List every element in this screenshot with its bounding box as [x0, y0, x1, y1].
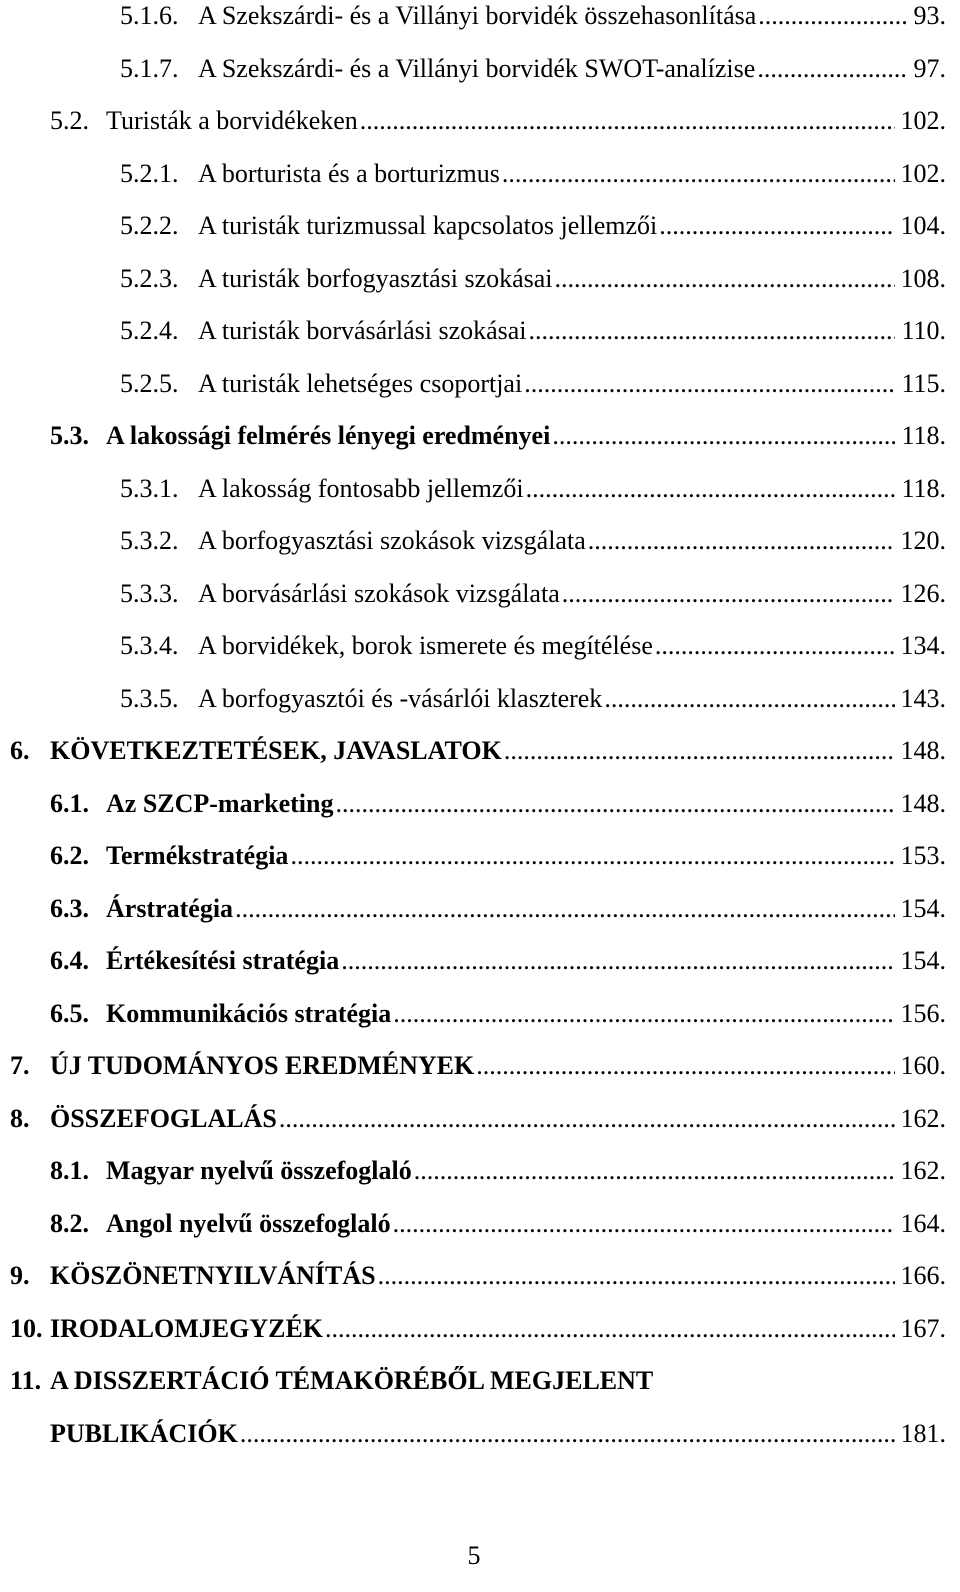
toc-entry-page: 120.: [900, 526, 946, 555]
toc-entry-page: 156.: [900, 998, 946, 1028]
toc-entry-title: Termékstratégia: [106, 841, 289, 870]
toc-entry[interactable]: [50, 416, 946, 456]
toc-entry-page: 118.: [901, 473, 946, 503]
toc-entry-title: A turisták borvásárlási szokásai: [198, 316, 527, 345]
toc-entry-page: 148.: [900, 788, 946, 818]
toc-entry-title: Árstratégia: [106, 893, 234, 923]
toc-entry[interactable]: [120, 521, 946, 561]
toc-dot-leader: [341, 941, 894, 981]
toc-dot-leader: [758, 0, 907, 36]
toc-dot-leader: [393, 1204, 895, 1244]
toc-entry[interactable]: [50, 1204, 946, 1244]
toc-entry-number: 9.: [10, 1261, 30, 1290]
toc-entry-number: 6.3.: [50, 893, 89, 923]
toc-entry[interactable]: [120, 574, 946, 614]
toc-entry[interactable]: [120, 0, 946, 36]
toc-dot-leader: [502, 154, 895, 194]
toc-entry[interactable]: [120, 259, 946, 299]
toc-entry-title: A borvidékek, borok ismerete és megítélése: [198, 631, 653, 660]
toc-entry[interactable]: [120, 469, 946, 509]
toc-entry[interactable]: [50, 889, 946, 929]
toc-entry-page: 148.: [900, 736, 946, 765]
toc-entry-title: ÚJ TUDOMÁNYOS EREDMÉNYEK: [50, 1051, 475, 1080]
toc-entry-number: 5.3.4.: [120, 631, 179, 660]
toc-entry-title: A borfogyasztási szokások vizsgálata: [198, 526, 586, 555]
toc-entry[interactable]: [50, 784, 946, 824]
toc-dot-leader: [604, 679, 894, 719]
toc-entry-title: A Szekszárdi- és a Villányi borvidék összehasonlítása: [198, 1, 757, 30]
toc-entry-title: A lakossági felmérés lényegi eredményei: [106, 421, 551, 450]
toc-entry-page: 118.: [901, 421, 946, 450]
toc-entry-page: 115.: [901, 368, 946, 398]
toc-entry-page: 167.: [900, 1313, 946, 1343]
toc-dot-leader: [414, 1151, 895, 1191]
toc-entry-number: 5.3.3.: [120, 578, 179, 608]
toc-entry-page: 154.: [900, 946, 946, 975]
toc-dot-leader: [325, 1309, 894, 1349]
toc-entry-page: 97.: [913, 53, 946, 83]
toc-entry-number: 5.1.7.: [120, 53, 179, 83]
toc-entry[interactable]: [120, 49, 946, 89]
toc-entry-number: 7.: [10, 1051, 30, 1080]
toc-entry[interactable]: [120, 154, 946, 194]
toc-entry-title: A lakosság fontosabb jellemzői: [198, 473, 524, 503]
toc-entry-number: 6.1.: [50, 788, 89, 818]
toc-entry-title: IRODALOMJEGYZÉK: [50, 1313, 324, 1343]
toc-entry-page: 162.: [900, 1103, 946, 1133]
toc-entry-number: 5.3.2.: [120, 526, 179, 555]
toc-entry-page: 181.: [900, 1418, 946, 1448]
toc-entry-title: Kommunikációs stratégia: [106, 998, 392, 1028]
toc-dot-leader: [655, 626, 895, 666]
toc-entry-page: 102.: [900, 106, 946, 135]
toc-entry-number: 6.4.: [50, 946, 89, 975]
toc-entry-title: A borvásárlási szokások vizsgálata: [198, 578, 560, 608]
toc-entry-title: A Szekszárdi- és a Villányi borvidék SWOT-analízise: [198, 53, 756, 83]
toc-entry-page: 162.: [900, 1156, 946, 1185]
toc-dot-leader: [552, 416, 895, 456]
toc-entry-number: 5.2.3.: [120, 263, 179, 293]
toc-entry-title: A turisták borfogyasztási szokásai: [198, 263, 553, 293]
toc-entry-page: 93.: [913, 1, 946, 30]
toc-dot-leader: [529, 311, 896, 351]
toc-entry-number: 5.2.: [50, 106, 89, 135]
toc-entry-page: 108.: [900, 263, 946, 293]
toc-entry-title: ÖSSZEFOGLALÁS: [50, 1103, 277, 1133]
toc-entry[interactable]: [50, 1414, 946, 1454]
toc-entry[interactable]: [10, 1309, 946, 1349]
toc-entry[interactable]: [50, 836, 946, 876]
toc-entry-title: Értékesítési stratégia: [106, 946, 340, 975]
toc-entry-page: 164.: [900, 1208, 946, 1238]
toc-dot-leader: [555, 259, 895, 299]
toc-entry[interactable]: [10, 1099, 946, 1139]
toc-entry-title: Angol nyelvű összefoglaló: [106, 1208, 391, 1238]
toc-entry[interactable]: [10, 731, 946, 771]
toc-entry-number: 5.3.: [50, 421, 89, 450]
toc-entry-title: KÖSZÖNETNYILVÁNÍTÁS: [50, 1261, 376, 1290]
toc-entry-title: Az SZCP-marketing: [106, 788, 334, 818]
toc-dot-leader: [290, 836, 894, 876]
toc-entry-number: 10.: [10, 1313, 43, 1343]
toc-dot-leader: [378, 1256, 895, 1296]
toc-dot-leader: [335, 784, 894, 824]
toc-entry-title: A DISSZERTÁCIÓ TÉMAKÖRÉBŐL MEGJELENT: [50, 1366, 654, 1395]
toc-entry-number: 5.3.5.: [120, 683, 179, 713]
toc-entry-page: 153.: [900, 841, 946, 870]
toc-entry-title: A borturista és a borturizmus: [198, 158, 500, 188]
toc-entry-number: 8.1.: [50, 1156, 89, 1185]
toc-entry[interactable]: [120, 311, 946, 351]
toc-dot-leader: [393, 994, 894, 1034]
page-number: 5: [467, 1541, 481, 1570]
toc-entry-title: Magyar nyelvű összefoglaló: [106, 1156, 412, 1185]
toc-entry[interactable]: [50, 941, 946, 981]
toc-entry-title: PUBLIKÁCIÓK: [50, 1418, 238, 1448]
toc-dot-leader: [757, 49, 907, 89]
toc-entry[interactable]: [50, 101, 946, 141]
toc-entry[interactable]: [10, 1361, 946, 1401]
toc-entry-number: 11.: [10, 1366, 42, 1395]
toc-dot-leader: [235, 889, 894, 929]
toc-entry-page: 154.: [900, 893, 946, 923]
toc-entry[interactable]: [120, 679, 946, 719]
toc-entry[interactable]: [10, 1256, 946, 1296]
toc-entry-number: 8.: [10, 1103, 30, 1133]
toc-entry[interactable]: [120, 364, 946, 404]
toc-entry-number: 6.: [10, 736, 30, 765]
toc-entry-number: 5.2.5.: [120, 368, 179, 398]
toc-entry-page: 126.: [900, 578, 946, 608]
toc-entry-page: 166.: [900, 1261, 946, 1290]
toc-dot-leader: [279, 1099, 895, 1139]
toc-entry-number: 5.3.1.: [120, 473, 179, 503]
toc-entry[interactable]: [50, 994, 946, 1034]
toc-entry-title: A turisták lehetséges csoportjai: [198, 368, 523, 398]
toc-entry-page: 102.: [900, 158, 946, 188]
toc-dot-leader: [504, 731, 895, 771]
toc-entry-title: KÖVETKEZTETÉSEK, JAVASLATOK: [50, 736, 502, 765]
toc-dot-leader: [526, 469, 896, 509]
toc-entry-title: Turisták a borvidékeken: [106, 106, 358, 135]
toc-dot-leader: [562, 574, 895, 614]
toc-entry-page: 104.: [900, 211, 946, 240]
toc-entry[interactable]: [120, 206, 946, 246]
toc-entry-number: 5.2.4.: [120, 316, 179, 345]
toc-entry[interactable]: [120, 626, 946, 666]
toc-entry-number: 6.2.: [50, 841, 89, 870]
toc-entry-number: 5.1.6.: [120, 1, 179, 30]
toc-entry-page: 110.: [901, 316, 946, 345]
toc-entry-number: 5.2.2.: [120, 211, 179, 240]
toc-entry[interactable]: [10, 1046, 946, 1086]
toc-entry-page: 134.: [900, 631, 946, 660]
toc-dot-leader: [240, 1414, 895, 1454]
toc-dot-leader: [476, 1046, 894, 1086]
toc-dot-leader: [659, 206, 894, 246]
toc-entry-page: 143.: [900, 683, 946, 713]
toc-entry-title: A borfogyasztói és -vásárlói klaszterek: [198, 683, 603, 713]
toc-dot-leader: [360, 101, 895, 141]
toc-entry-number: 6.5.: [50, 998, 89, 1028]
toc-dot-leader: [524, 364, 895, 404]
toc-dot-leader: [588, 521, 895, 561]
toc-entry-number: 5.2.1.: [120, 158, 179, 188]
toc-entry-page: 160.: [900, 1051, 946, 1080]
toc-entry[interactable]: [50, 1151, 946, 1191]
toc-entry-number: 8.2.: [50, 1208, 89, 1238]
toc-entry-title: A turisták turizmussal kapcsolatos jellemzői: [198, 211, 658, 240]
